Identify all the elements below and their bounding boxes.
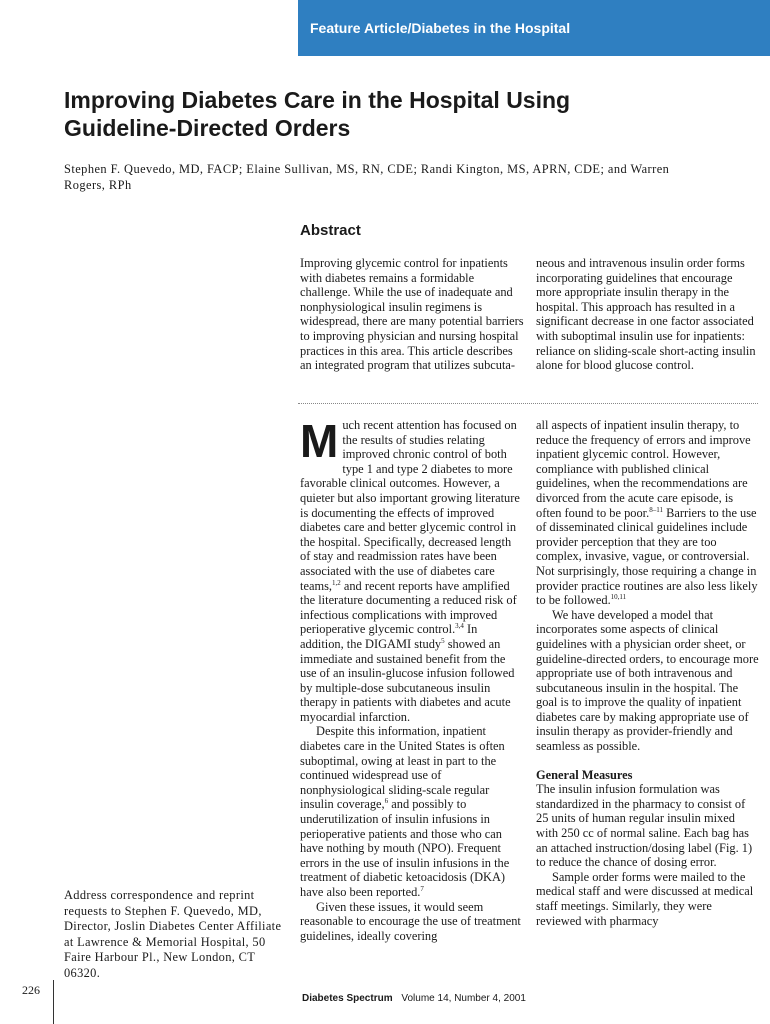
abstract-column-right	[536, 256, 758, 373]
body-paragraph: We have developed a model that incorporates some aspects of clinical guidelines with a physician order sheet, or guideline-directed orders, to encourage more appropriate use of both intravenous and subcutaneous insulin in the hospital. The goal is to improve the quality of inpatient diabetes care by making appropriate use of insulin therapy as provider-friendly and seamless as possible.	[536, 607, 759, 754]
journal-issue: Volume 14, Number 4, 2001	[401, 993, 526, 1004]
author-list: Stephen F. Quevedo, MD, FACP; Elaine Sullivan, MS, RN, CDE; Randi Kington, MS, APRN, CDE; and Warren Rogers, RPh	[64, 162, 670, 192]
abstract-heading: Abstract	[300, 222, 361, 239]
abstract-text-right: neous and intravenous insulin order forms incorporating guidelines that encourage more appropriate insulin therapy in the hospital. This approach has resulted in a significant decrease in one factor associated with suboptimal insulin use for inpatients: reliance on sliding-scale short-acting insulin alone for blood glucose control.	[536, 256, 756, 373]
correspondence-note: Address correspondence and reprint requests to Stephen F. Quevedo, MD, Director, Joslin Diabetes Center Affiliate at Lawrence & Memorial Hospital, 50 Faire Harbour Pl., New London, CT 06320.	[64, 888, 282, 980]
text-run: Barriers to the use of disseminated clinical guidelines include provider perception that they are too complex, invasive, vague, or controversial. Not surprisingly, those requiring a change in provider practice routines are also less likely to be followed.	[536, 505, 758, 608]
page-number: 226	[22, 983, 40, 997]
citation-superscript: 7	[420, 884, 424, 893]
body-paragraph: Sample order forms were mailed to the medical staff and were discussed at medical staff meetings. Similarly, they were reviewed with pharmacy	[536, 869, 754, 928]
text-run: all aspects of inpatient insulin therapy, to reduce the frequency of errors and improve inpatient glycemic control. However, compliance with published clinical guidelines, when the recommendations are divorced from the acute care episode, is often found to be poor.	[536, 418, 751, 520]
citation-superscript: 8–11	[649, 505, 663, 514]
abstract-text-left: Improving glycemic control for inpatients with diabetes remains a formidable challenge. While the use of inadequate and nonphysiological insulin regimens is widespread, there are many potential barriers to improving physician and nursing hospital practices in this area. This article describes an integrated program that utilizes subcuta-	[300, 256, 524, 373]
text-run: Despite this information, inpatient diabetes care in the United States is often suboptimal, owing at least in part to the continued widespread use of nonphysiological sliding-scale regular insulin coverage,	[300, 724, 505, 812]
section-banner	[298, 0, 770, 56]
body-paragraph	[300, 724, 522, 899]
section-label: Feature Article/Diabetes in the Hospital	[310, 20, 571, 36]
section-heading: General Measures	[536, 767, 633, 782]
text-run: uch recent attention has focused on the results of studies relating improved chronic control of both type 1 and type 2 diabetes to more favorable clinical outcomes. However, a quieter but also important growing literature is documenting the effects of improved diabetes care and better glycemic control in the hospital. Specifically, decreased length of stay and readmission rates have been associated with the use of diabetes care teams,	[300, 418, 520, 593]
body-column-right	[536, 418, 760, 928]
journal-footer	[302, 993, 526, 1004]
text-run: showed an immediate and sustained benefit from the use of an insulin-glucose infusion followed by multiple-dose subcutaneous insulin therapy in patients with diabetes and acute myocardial infarction.	[300, 636, 515, 724]
drop-cap: M	[300, 415, 339, 467]
body-paragraph: Given these issues, it would seem reasonable to encourage the use of treatment guidelines, ideally covering	[300, 899, 521, 943]
citation-superscript: 5	[441, 636, 445, 645]
journal-name: Diabetes Spectrum	[302, 993, 393, 1004]
abstract-divider	[298, 403, 758, 404]
citation-superscript: 3,4	[455, 622, 464, 631]
body-paragraph: The insulin infusion formulation was standardized in the pharmacy to consist of 25 units of human regular insulin mixed with 250 cc of normal saline. Each bag has an attached instruction/dosing label (Fig. 1) to reduce the chance of dosing error.	[536, 782, 753, 870]
text-run: In addition, the DIGAMI study	[300, 622, 478, 651]
text-run: and possibly to underutilization of insulin infusions in perioperative patients and those who can have nothing by mouth (NPO). Frequent errors in the use of insulin infusions in the treatment of diabetic ketoacidosis (DKA) have also been reported.	[300, 797, 510, 899]
article-title: Improving Diabetes Care in the Hospital Using Guideline-Directed Orders	[64, 87, 571, 141]
citation-superscript: 1,2	[332, 578, 341, 587]
text-run: and recent reports have amplified the literature documenting a reduced risk of infectious complications with improved perioperative glycemic control.	[300, 578, 517, 637]
abstract-column-left	[300, 256, 524, 373]
gutter-rule	[53, 980, 54, 1024]
citation-superscript: 10,11	[610, 593, 627, 601]
citation-superscript: 6	[384, 797, 389, 806]
body-paragraph	[536, 418, 760, 608]
body-column-left	[300, 415, 522, 943]
body-paragraph	[300, 415, 522, 724]
